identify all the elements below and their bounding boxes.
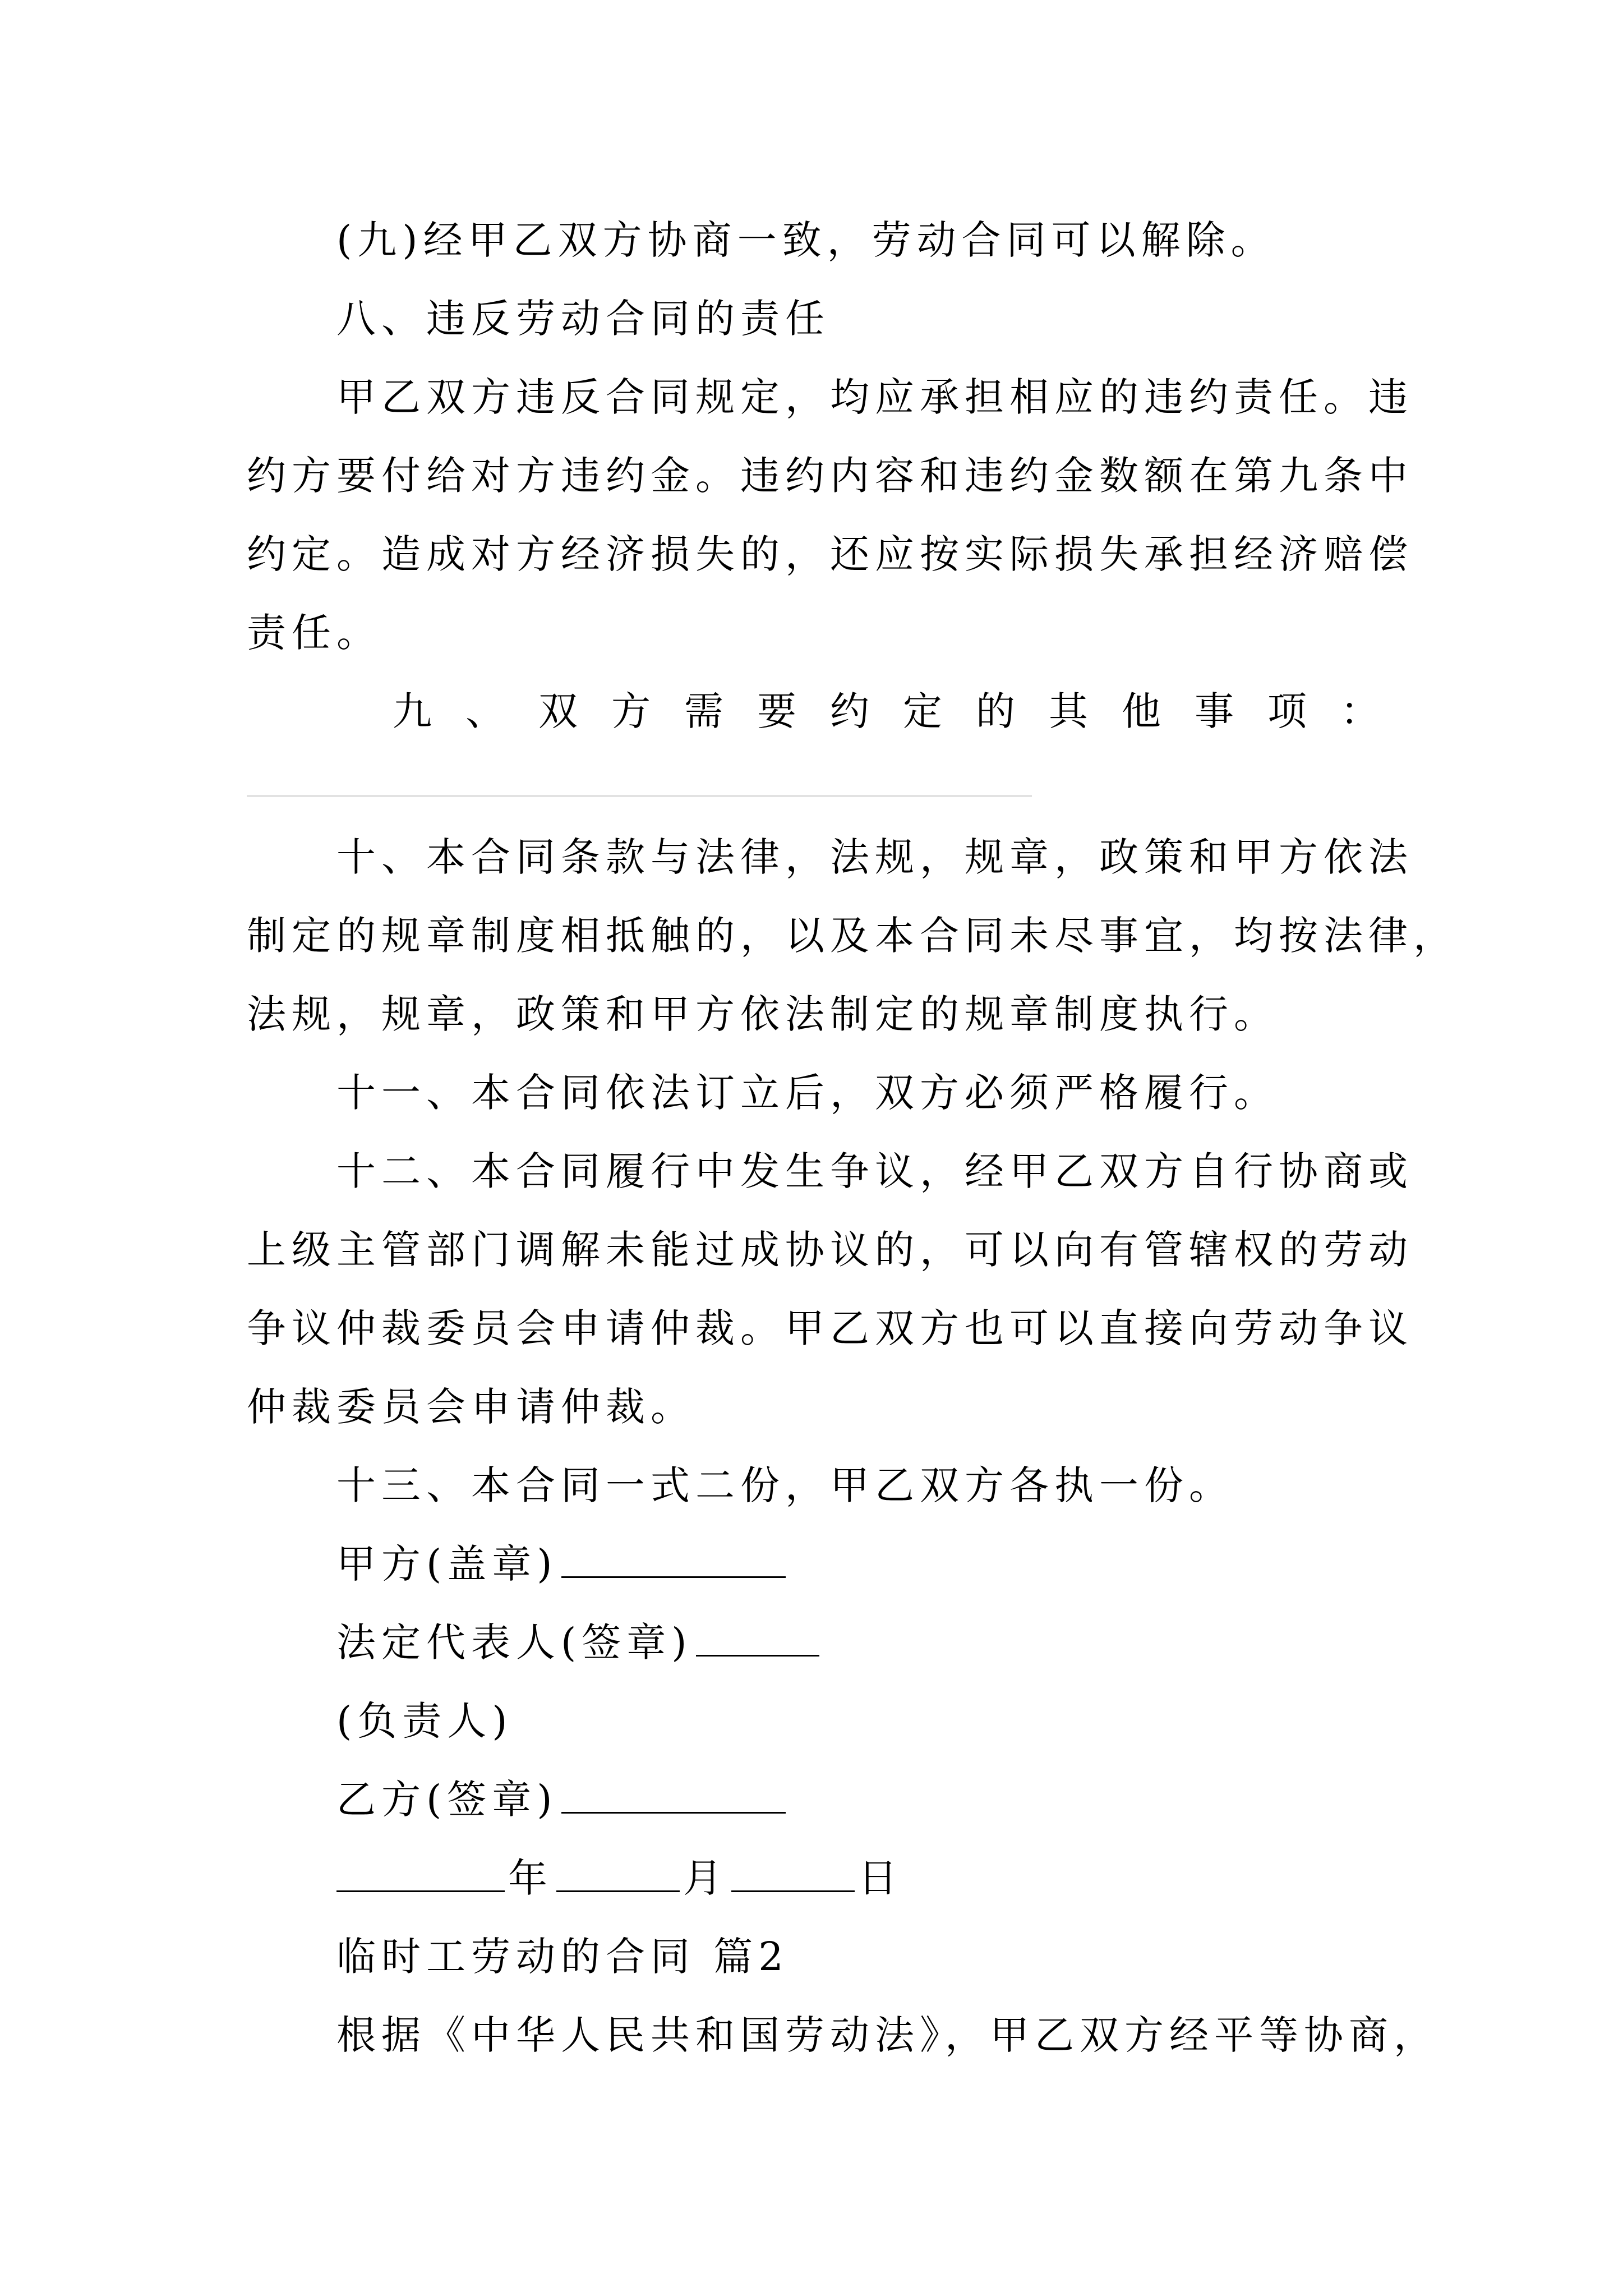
heading-9-char: 事: [1195, 688, 1234, 734]
party-b-signature-line: [336, 1772, 1380, 1828]
date-line: [336, 1850, 1380, 1906]
section-2-title: 临时工劳动的合同 篇2: [336, 1934, 789, 1980]
clause-10-line-3: 法规，规章，政策和甲方依法制定的规章制度执行。: [247, 991, 1279, 1037]
responsible-person-label: (负责人): [336, 1698, 513, 1744]
clause-12-line-3: 争议仲裁委员会申请仲裁。甲乙双方也可以直接向劳动争议: [247, 1305, 1413, 1351]
party-b-label: 乙方(签章): [336, 1777, 558, 1823]
breach-paragraph-line-3: 约定。造成对方经济损失的，还应按实际损失承担经济赔偿: [247, 531, 1413, 577]
clause-12-line-2: 上级主管部门调解未能过成协议的，可以向有管辖权的劳动: [247, 1227, 1413, 1273]
heading-9-char: 九: [393, 688, 432, 734]
clause-10-line-2: 制定的规章制度相抵触的，以及本合同未尽事宜，均按法律，: [247, 913, 1458, 959]
heading-9-char: 项: [1267, 688, 1307, 734]
breach-paragraph-line-2: 约方要付给对方违约金。违约内容和违约金数额在第九条中: [247, 453, 1413, 499]
party-a-blank: [561, 1536, 786, 1578]
legal-rep-blank: [696, 1614, 819, 1657]
heading-9-char: 的: [976, 688, 1015, 734]
month-label: 月: [683, 1855, 728, 1901]
breach-paragraph-line-4: 责任。: [247, 610, 381, 656]
party-a-label: 甲方(盖章): [336, 1541, 558, 1587]
heading-9-char: 他: [1122, 688, 1161, 734]
clause-12-line-4: 仲裁委员会申请仲裁。: [247, 1384, 695, 1430]
month-blank: [556, 1850, 680, 1892]
year-label: 年: [508, 1855, 553, 1901]
heading-9-other-matters: [393, 683, 1380, 739]
heading-9-char: 其: [1049, 688, 1088, 734]
heading-9-char: 、: [465, 688, 505, 734]
day-blank: [731, 1850, 855, 1892]
heading-9-char: ：: [1340, 688, 1380, 734]
heading-9-char: 定: [903, 688, 942, 734]
legal-rep-signature-line: [336, 1614, 1380, 1671]
section-2-first-line: 根据《中华人民共和国劳动法》，甲乙双方经平等协商，: [336, 2012, 1438, 2058]
heading-9-char: 双: [538, 688, 578, 734]
clause-9-termination: (九)经甲乙双方协商一致，劳动合同可以解除。: [336, 217, 1276, 263]
heading-9-char: 约: [830, 688, 869, 734]
party-b-blank: [561, 1772, 786, 1814]
clause-12-line-1: 十二、本合同履行中发生争议，经甲乙双方自行协商或: [336, 1148, 1413, 1194]
heading-9-char: 需: [684, 688, 723, 734]
party-a-signature-line: [336, 1536, 1380, 1592]
clause-10-line-1: 十、本合同条款与法律，法规，规章，政策和甲方依法: [336, 834, 1413, 880]
breach-paragraph-line-1: 甲乙双方违反合同规定，均应承担相应的违约责任。违: [336, 374, 1413, 420]
year-blank: [336, 1850, 505, 1892]
heading-8-breach-liability: 八、违反劳动合同的责任: [336, 296, 830, 342]
clause-11: 十一、本合同依法订立后，双方必须严格履行。: [336, 1070, 1279, 1116]
fill-in-rule: [247, 795, 1032, 797]
legal-rep-label: 法定代表人(签章): [336, 1619, 693, 1665]
heading-9-char: 方: [611, 688, 651, 734]
clause-13: 十三、本合同一式二份，甲乙双方各执一份。: [336, 1462, 1234, 1508]
day-label: 日: [858, 1855, 903, 1901]
heading-9-char: 要: [757, 688, 796, 734]
